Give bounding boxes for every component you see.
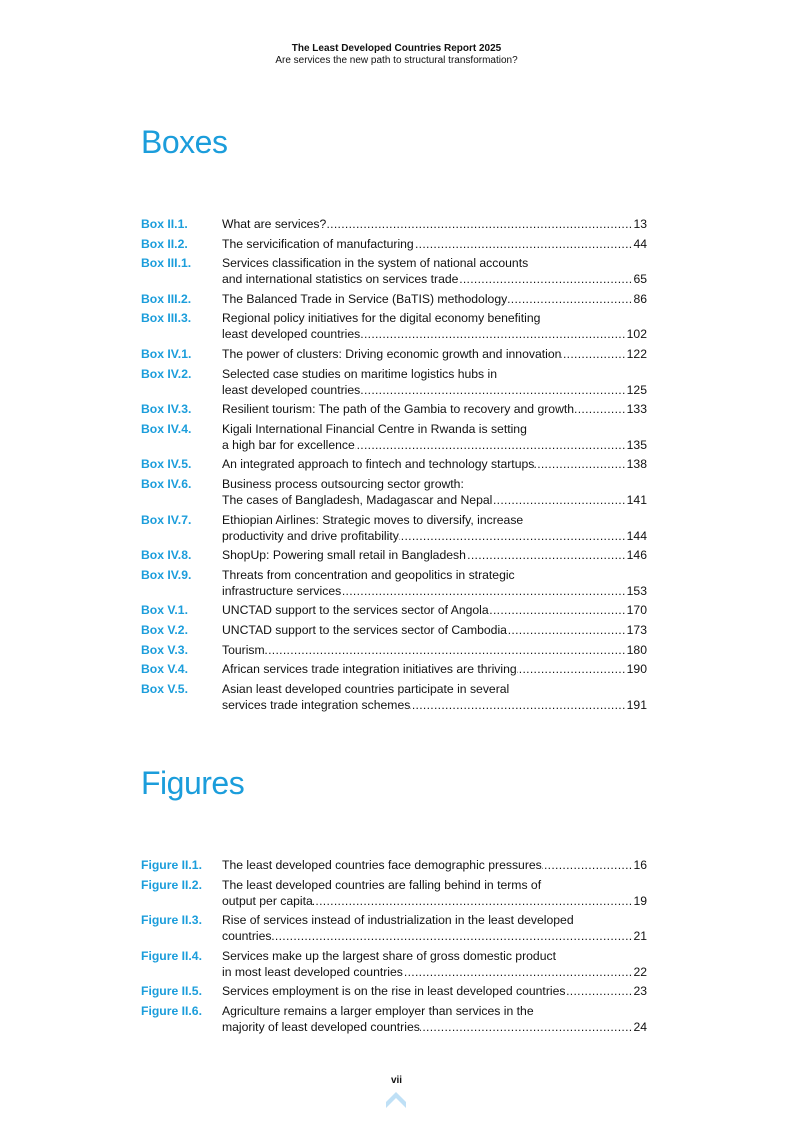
box-label: Box V.5. xyxy=(141,681,188,696)
page-ref[interactable]: 141 xyxy=(626,492,647,507)
box-label: Box V.2. xyxy=(141,622,188,637)
figure-label: Figure II.1. xyxy=(141,858,202,872)
chevron-up-icon[interactable] xyxy=(386,1090,406,1113)
figure-entry[interactable] xyxy=(141,877,647,909)
entry-last-line xyxy=(222,602,647,618)
entry-body xyxy=(222,236,647,252)
entry-last-line xyxy=(222,382,647,398)
dot-leader xyxy=(517,661,627,677)
entry-last-line xyxy=(222,928,647,944)
page-ref[interactable]: 144 xyxy=(626,528,647,543)
entry-body xyxy=(222,366,647,398)
box-label: Box V.1. xyxy=(141,603,188,618)
box-entry[interactable] xyxy=(141,236,647,252)
entry-body xyxy=(222,421,647,453)
entry-title-line: The cases of Bangladesh, Madagascar and Nepal xyxy=(222,492,493,507)
entry-title-line: Ethiopian Airlines: Strategic moves to diversify, increase xyxy=(222,512,524,527)
figure-entry[interactable] xyxy=(141,857,647,873)
box-label: Box IV.2. xyxy=(141,366,192,381)
entry-body xyxy=(222,291,647,307)
figures-list xyxy=(141,857,647,1039)
entry-body xyxy=(222,310,647,342)
page-ref[interactable]: 23 xyxy=(633,984,647,999)
dot-leader xyxy=(542,857,634,873)
box-entry[interactable] xyxy=(141,346,647,362)
entry-body xyxy=(222,661,647,677)
box-entry[interactable] xyxy=(141,310,647,342)
entry-title-line: Threats from concentration and geopolitics in strategic xyxy=(222,567,515,582)
entry-title-line: African services trade integration initiatives are thriving xyxy=(222,662,517,677)
box-entry[interactable] xyxy=(141,622,647,638)
entry-last-line xyxy=(222,456,647,472)
entry-title-line: least developed countries xyxy=(222,382,361,397)
box-entry[interactable] xyxy=(141,421,647,453)
box-entry[interactable] xyxy=(141,401,647,417)
figure-label: Figure II.4. xyxy=(141,948,202,963)
page-ref[interactable]: 21 xyxy=(633,929,647,944)
box-entry[interactable] xyxy=(141,661,647,677)
box-label: Box IV.3. xyxy=(141,402,192,417)
entry-body xyxy=(222,602,647,618)
entry-title-line: services trade integration schemes xyxy=(222,697,411,712)
entry-body xyxy=(222,983,647,999)
dot-leader xyxy=(360,326,626,342)
entry-body xyxy=(222,622,647,638)
box-label: Box IV.5. xyxy=(141,457,192,472)
box-entry[interactable] xyxy=(141,476,647,508)
page-ref[interactable]: 24 xyxy=(633,1019,647,1034)
figures-heading: Figures xyxy=(141,765,245,801)
entry-last-line xyxy=(222,528,647,544)
figure-entry[interactable] xyxy=(141,948,647,980)
page-ref[interactable]: 173 xyxy=(626,622,647,637)
box-entry[interactable] xyxy=(141,366,647,398)
entry-last-line xyxy=(222,661,647,677)
box-entry[interactable] xyxy=(141,512,647,544)
page-ref[interactable]: 170 xyxy=(626,603,647,618)
report-title: The Least Developed Countries Report 2025 xyxy=(291,43,502,54)
dot-leader xyxy=(574,401,627,417)
entry-last-line xyxy=(222,1019,647,1035)
entry-title-line: a high bar for excellence xyxy=(222,437,355,452)
page-number: vii xyxy=(390,1075,403,1086)
entry-title-line: and international statistics on services trade xyxy=(222,272,459,287)
page-ref[interactable]: 190 xyxy=(626,662,647,677)
entry-last-line xyxy=(222,583,647,599)
entry-last-line xyxy=(222,271,647,287)
box-label: Box III.1. xyxy=(141,256,192,271)
entry-last-line xyxy=(222,346,647,362)
box-entry[interactable] xyxy=(141,456,647,472)
box-label: Box IV.8. xyxy=(141,548,192,563)
page-ref[interactable]: 133 xyxy=(626,402,647,417)
page-ref[interactable]: 138 xyxy=(626,457,647,472)
entry-title-line: output per capita xyxy=(222,893,313,908)
running-header xyxy=(0,43,793,67)
dot-leader xyxy=(561,346,626,362)
page-ref[interactable]: 22 xyxy=(633,964,647,979)
dot-leader xyxy=(360,382,626,398)
dot-leader xyxy=(403,964,634,980)
page-ref[interactable]: 191 xyxy=(626,697,647,712)
entry-body xyxy=(222,476,647,508)
entry-title-line: least developed countries xyxy=(222,327,361,342)
entry-title-line: An integrated approach to fintech and technology startups xyxy=(222,457,535,472)
dot-leader xyxy=(265,642,627,658)
entry-last-line xyxy=(222,236,647,252)
entry-last-line xyxy=(222,964,647,980)
entry-body xyxy=(222,547,647,563)
box-label: Box V.4. xyxy=(141,662,188,677)
box-label: Box IV.9. xyxy=(141,567,192,582)
entry-body xyxy=(222,346,647,362)
figure-label: Figure II.2. xyxy=(141,877,202,892)
entry-last-line xyxy=(222,291,647,307)
entry-body xyxy=(222,512,647,544)
entry-title-line: The least developed countries face demographic pressures xyxy=(222,858,542,872)
entry-last-line xyxy=(222,326,647,342)
dot-leader xyxy=(458,271,633,287)
box-entry[interactable] xyxy=(141,602,647,618)
figure-label: Figure II.3. xyxy=(141,913,202,928)
entry-body xyxy=(222,401,647,417)
box-label: Box IV.1. xyxy=(141,346,192,361)
box-label: Box II.1. xyxy=(141,217,188,231)
dot-leader xyxy=(507,291,633,307)
box-entry[interactable] xyxy=(141,642,647,658)
page-ref[interactable]: 19 xyxy=(633,893,647,908)
entry-body xyxy=(222,255,647,287)
page-ref[interactable]: 125 xyxy=(626,382,647,397)
page-ref[interactable]: 16 xyxy=(633,858,647,872)
figure-entry[interactable] xyxy=(141,983,647,999)
entry-title-line: Resilient tourism: The path of the Gambia to recovery and growth xyxy=(222,402,575,417)
entry-title-line: The least developed countries are falling behind in terms of xyxy=(222,877,542,892)
dot-leader xyxy=(399,528,627,544)
box-label: Box II.2. xyxy=(141,236,188,251)
box-label: Box III.3. xyxy=(141,311,192,326)
dot-leader xyxy=(355,437,627,453)
figure-label: Figure II.5. xyxy=(141,984,202,999)
dot-leader xyxy=(534,456,626,472)
page-ref[interactable]: 122 xyxy=(626,346,647,361)
entry-title-line: majority of least developed countries xyxy=(222,1019,420,1034)
page-ref[interactable]: 146 xyxy=(626,548,647,563)
entry-title-line: Selected case studies on maritime logistics hubs in xyxy=(222,366,498,381)
entry-last-line xyxy=(222,697,647,713)
entry-last-line xyxy=(222,492,647,508)
figure-entry[interactable] xyxy=(141,912,647,944)
entry-title-line: Regional policy initiatives for the digital economy benefiting xyxy=(222,311,541,326)
entry-last-line xyxy=(222,216,647,232)
entry-title-line: countries xyxy=(222,929,272,944)
entry-last-line xyxy=(222,547,647,563)
box-entry[interactable] xyxy=(141,681,647,713)
entry-title-line: UNCTAD support to the services sector of Angola xyxy=(222,603,489,618)
entry-body xyxy=(222,642,647,658)
boxes-heading: Boxes xyxy=(141,124,228,160)
entry-last-line xyxy=(222,983,647,999)
entry-last-line xyxy=(222,401,647,417)
page-ref[interactable]: 180 xyxy=(626,642,647,657)
entry-body xyxy=(222,456,647,472)
figure-label: Figure II.6. xyxy=(141,1003,202,1018)
entry-body xyxy=(222,1003,647,1035)
box-label: Box V.3. xyxy=(141,642,188,657)
box-entry[interactable] xyxy=(141,291,647,307)
page-ref[interactable]: 153 xyxy=(626,583,647,598)
box-label: Box IV.7. xyxy=(141,512,192,527)
entry-last-line xyxy=(222,642,647,658)
entry-title-line: in most least developed countries xyxy=(222,964,403,979)
entry-body xyxy=(222,567,647,599)
entry-title-line: UNCTAD support to the services sector of Cambodia xyxy=(222,622,507,637)
report-subtitle: Are services the new path to structural transformation? xyxy=(275,55,518,66)
dot-leader xyxy=(420,1019,634,1035)
box-entry[interactable] xyxy=(141,547,647,563)
entry-title-line: Rise of services instead of industrialization in the least developed xyxy=(222,913,574,928)
entry-body xyxy=(222,912,647,944)
entry-body xyxy=(222,857,647,873)
entry-title-line: Kigali International Financial Centre in Rwanda is setting xyxy=(222,421,527,436)
dot-leader xyxy=(410,697,626,713)
box-label: Box III.2. xyxy=(141,291,192,306)
page-ref[interactable]: 44 xyxy=(633,236,647,251)
dot-leader xyxy=(341,583,626,599)
entry-title-line: Tourism xyxy=(222,642,265,657)
dot-leader xyxy=(326,216,633,232)
entry-title-line: Services employment is on the rise in least developed countries xyxy=(222,984,566,999)
entry-body xyxy=(222,877,647,909)
boxes-list xyxy=(141,216,647,716)
box-entry[interactable] xyxy=(141,567,647,599)
dot-leader xyxy=(414,236,634,252)
dot-leader xyxy=(466,547,627,563)
box-label: Box IV.4. xyxy=(141,421,192,436)
dot-leader xyxy=(271,928,633,944)
entry-title-line: The power of clusters: Driving economic growth and innovation xyxy=(222,346,562,361)
entry-last-line xyxy=(222,622,647,638)
entry-title-line: infrastructure services xyxy=(222,583,342,598)
page-ref[interactable]: 135 xyxy=(626,437,647,452)
entry-title-line: The Balanced Trade in Service (BaTIS) methodology xyxy=(222,291,508,306)
entry-title-line: Asian least developed countries participate in several xyxy=(222,681,510,696)
entry-title-line: Services classification in the system of national accounts xyxy=(222,256,529,271)
dot-leader xyxy=(489,602,627,618)
box-entry[interactable] xyxy=(141,216,647,232)
dot-leader xyxy=(507,622,627,638)
figure-entry[interactable] xyxy=(141,1003,647,1035)
entry-title-line: Business process outsourcing sector growth: xyxy=(222,476,464,491)
dot-leader xyxy=(313,893,634,909)
page-ref[interactable]: 86 xyxy=(633,291,647,306)
box-label: Box IV.6. xyxy=(141,476,192,491)
entry-title-line: Agriculture remains a larger employer than services in the xyxy=(222,1003,534,1018)
page-ref[interactable]: 102 xyxy=(626,327,647,342)
entry-last-line xyxy=(222,437,647,453)
entry-title-line: The servicification of manufacturing xyxy=(222,236,414,251)
page-ref[interactable]: 13 xyxy=(633,217,647,231)
box-entry[interactable] xyxy=(141,255,647,287)
entry-last-line xyxy=(222,857,647,873)
entry-title-line: ShopUp: Powering small retail in Bangladesh xyxy=(222,548,466,563)
entry-body xyxy=(222,948,647,980)
entry-title-line: Services make up the largest share of gross domestic product xyxy=(222,948,556,963)
dot-leader xyxy=(565,983,633,999)
entry-body xyxy=(222,681,647,713)
dot-leader xyxy=(492,492,626,508)
entry-body xyxy=(222,216,647,232)
entry-title-line: productivity and drive profitability xyxy=(222,528,399,543)
entry-last-line xyxy=(222,893,647,909)
page-ref[interactable]: 65 xyxy=(633,272,647,287)
entry-title-line: What are services? xyxy=(222,217,327,231)
